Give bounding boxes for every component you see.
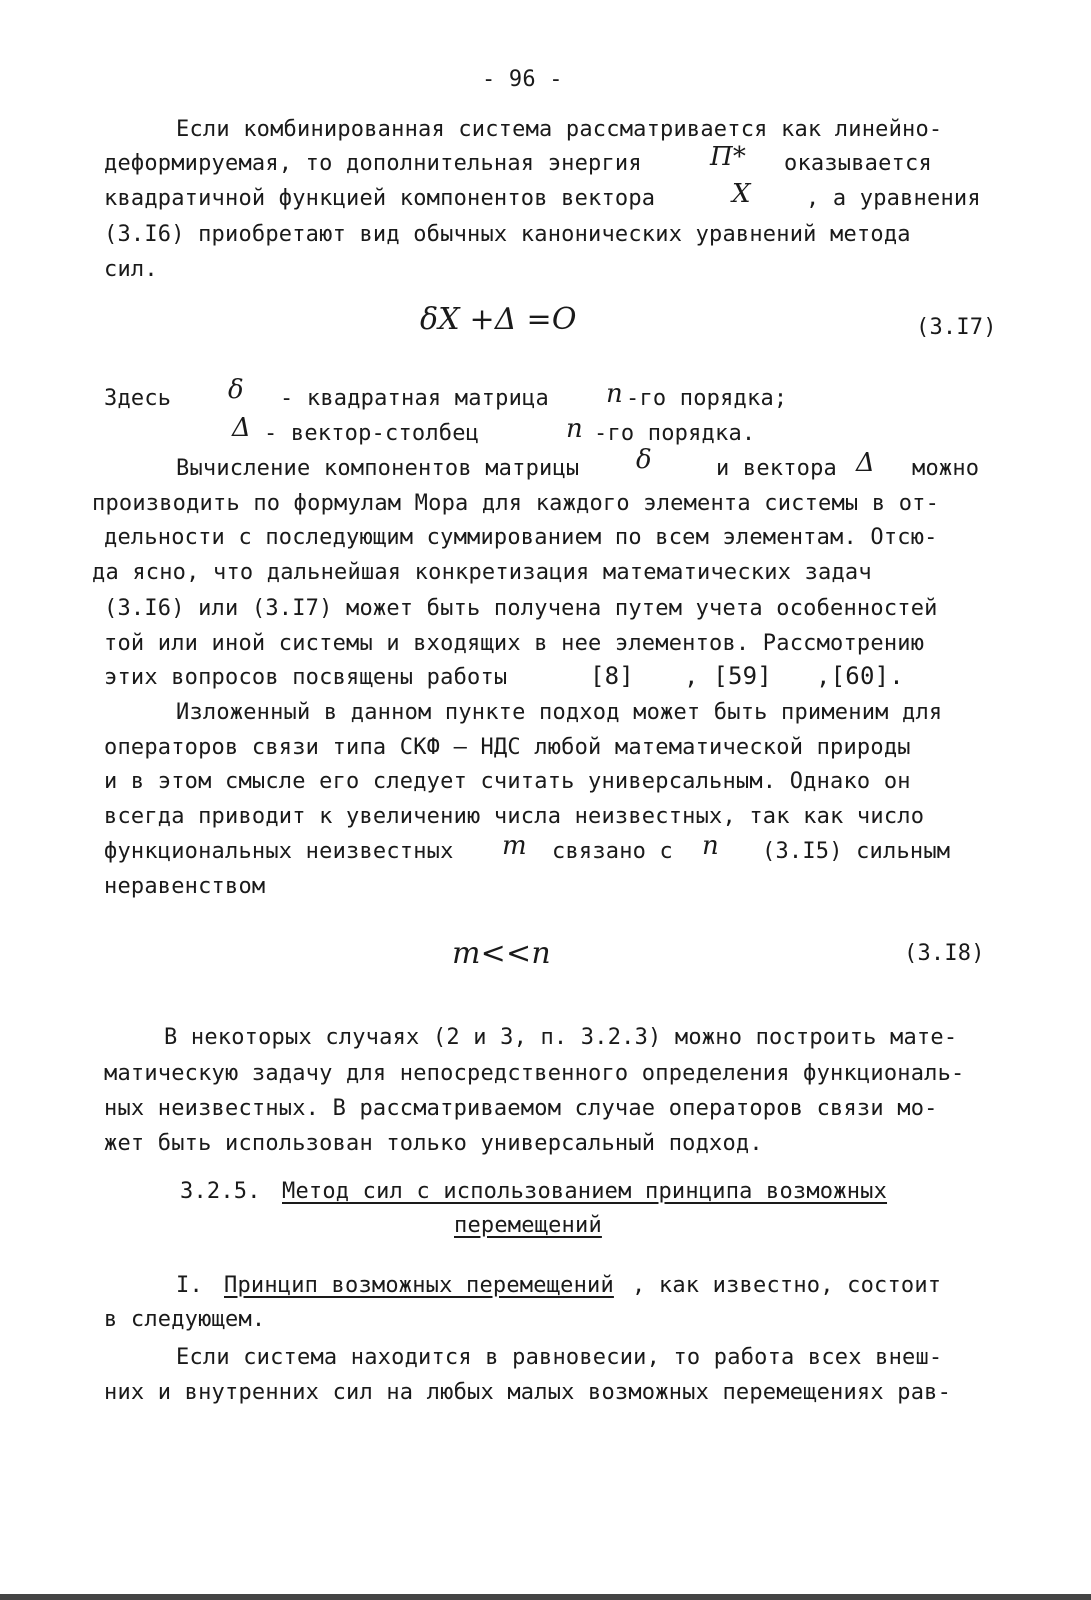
text-line: (3.I5) сильным [762,839,951,864]
delta-symbol: δ [636,445,652,475]
text-line: той или иной системы и входящих в нее элементов. Рассмотрению [104,631,925,656]
text-line: (3.I6) или (3.I7) может быть получена путем учета особенностей [104,596,938,621]
text-line: матическую задачу для непосредственного определения функциональ- [104,1061,965,1086]
text-line: Если комбинированная система рассматривается как линейно- [176,117,943,142]
scan-bottom-edge [0,1594,1091,1600]
text-line: да ясно, что дальнейшая конкретизация математических задач [92,560,872,585]
text-line: всегда приводит к увеличению числа неизвестных, так как число [104,804,925,829]
text-line: ных неизвестных. В рассматриваемом случае операторов связи мо- [104,1096,938,1121]
text-line: операторов связи типа СКФ — НДС любой математической природы [104,735,911,760]
item-number: I. [176,1273,203,1298]
text-line: сил. [104,257,158,282]
order-text: -го порядка; [626,386,788,411]
text-line: дельности с последующим суммированием по всем элементам. Отсю- [104,525,938,550]
text-line: них и внутренних сил на любых малых возможных перемещениях рав- [104,1380,952,1405]
text-line: , а уравнения [806,186,981,211]
item-title: Принцип возможных перемещений [224,1273,614,1298]
energy-symbol: Π* [710,142,747,172]
equation-formula: m<<n [452,936,551,971]
vector-x-symbol: X [732,179,751,209]
text-line: этих вопросов посвящены работы [104,665,508,690]
text-line: Если система находится в равновесии, то работа всех внеш- [176,1345,943,1370]
text-line: оказывается [784,151,932,176]
text-line: и в этом смысле его следует считать универсальным. Однако он [104,769,911,794]
text-line: жет быть использован только универсальный подход. [104,1131,763,1156]
text-line: в следующем. [104,1307,266,1332]
n-symbol: n [566,414,583,444]
text-line: неравенством [104,874,266,899]
section-title: перемещений [454,1213,602,1238]
text-line: (3.I6) приобретают вид обычных канонических уравнений метода [104,222,911,247]
text-line: В некоторых случаях (2 и 3, п. 3.2.3) можно построить мате- [164,1025,958,1050]
reference: , [59] [684,662,772,690]
m-symbol: m [502,831,527,861]
Delta-description: - вектор-столбец [264,421,480,446]
Delta-symbol: Δ [856,448,875,478]
text-line: деформируемая, то дополнительная энергия [104,151,642,176]
equation-number: (3.I7) [916,315,997,340]
text-line: производить по формулам Мора для каждого элемента системы в от- [92,491,940,516]
reference: [8] [590,662,634,690]
reference: ,[60]. [816,662,904,690]
n-symbol: n [606,379,623,409]
text-line: и вектора [716,456,838,481]
text-line: Вычисление компонентов матрицы [176,456,580,481]
section-title: Метод сил с использованием принципа возможных [282,1179,888,1204]
n-symbol: n [702,831,719,861]
delta-description: - квадратная матрица [280,386,549,411]
text-line: функциональных неизвестных [104,839,454,864]
text-line: связано с [552,839,674,864]
here-word: Здесь [104,386,172,411]
page-number: - 96 - [482,67,563,92]
text-line: можно [912,456,980,481]
delta-symbol: δ [228,375,244,405]
equation-formula: δX +Δ =O [420,302,577,337]
text-line: , как известно, состоит [632,1273,942,1298]
order-text: -го порядка. [594,421,756,446]
equation-number: (3.I8) [904,941,985,966]
text-line: квадратичной функцией компонентов вектора [104,186,656,211]
section-number: 3.2.5. [180,1179,261,1204]
Delta-symbol: Δ [232,413,251,443]
text-line: Изложенный в данном пункте подход может быть применим для [176,700,943,725]
